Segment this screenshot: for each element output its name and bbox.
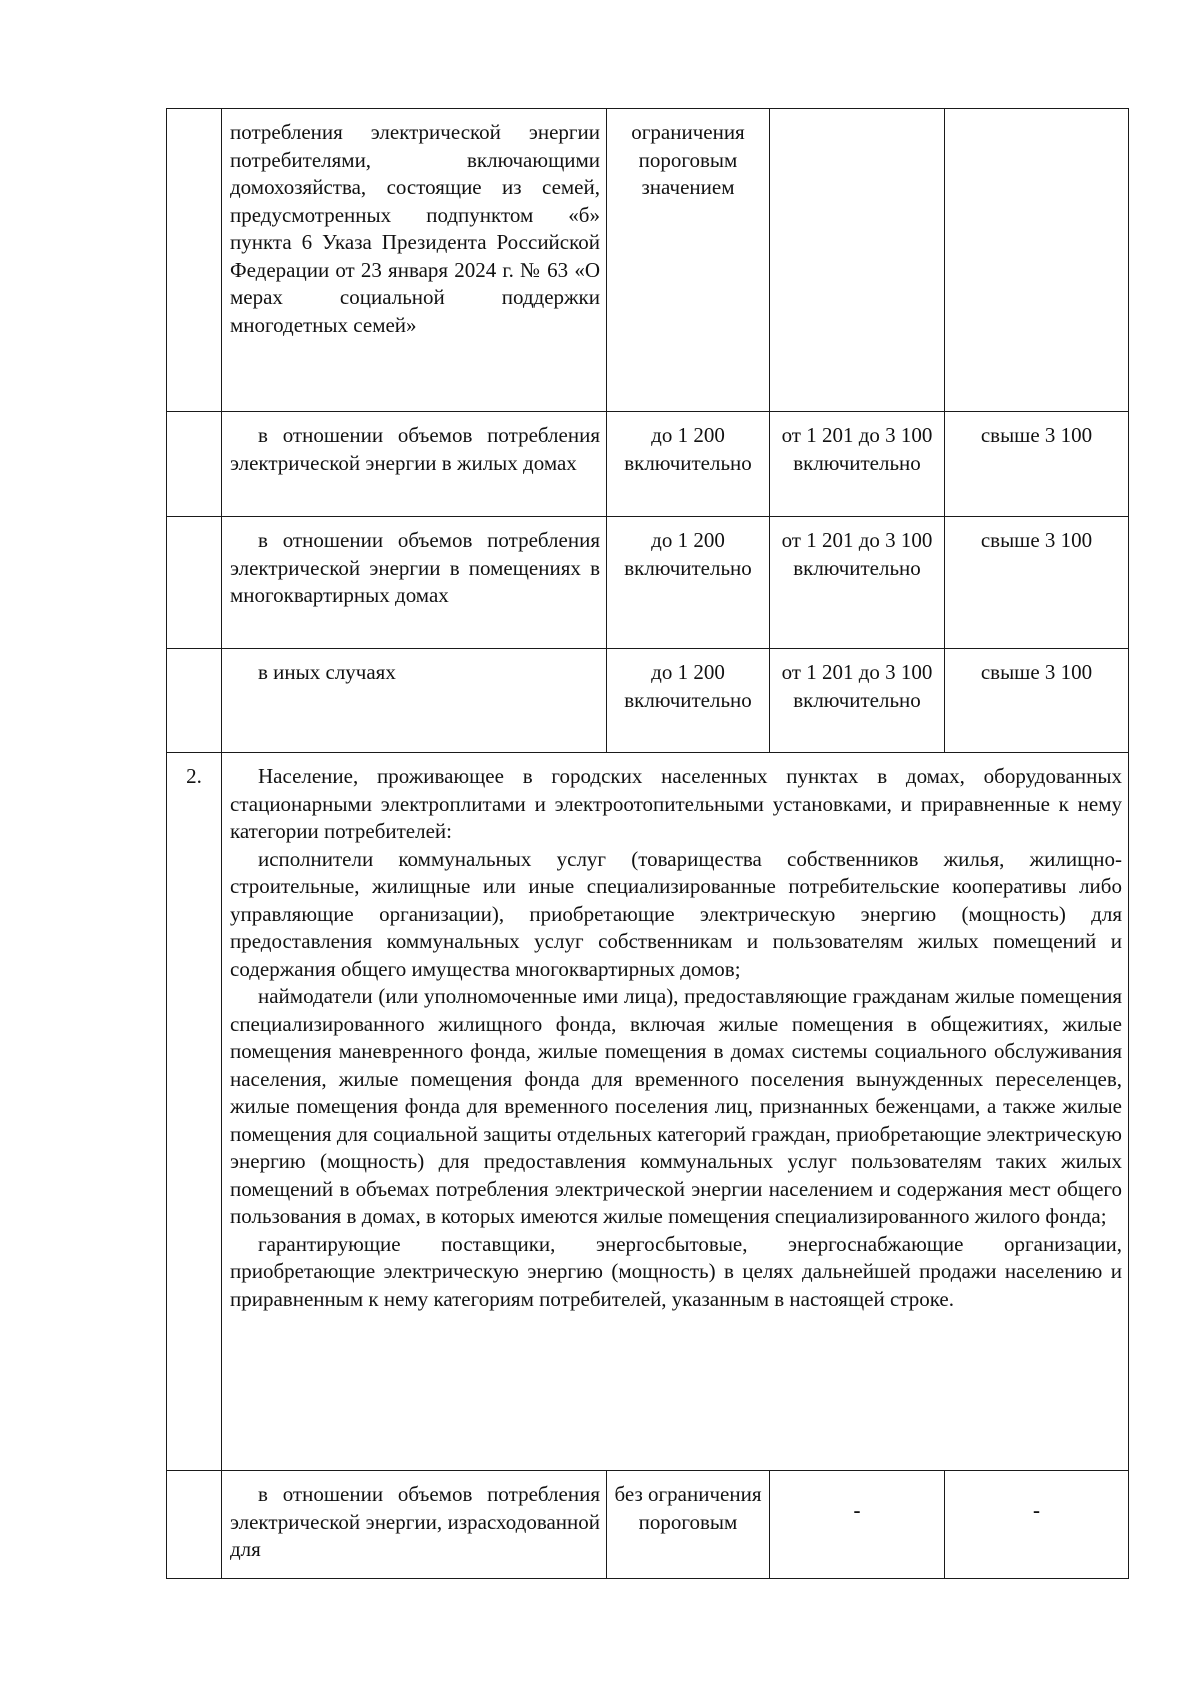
threshold-cell-3: свыше 3 100 — [945, 412, 1129, 517]
table-row — [167, 1471, 1129, 1579]
paragraph: гарантирующие поставщики, энергосбытовые, энергоснабжающие организации, приобретающие электрическую энергию (мощность) в целях дальнейшей продажи населению и приравненным к нему категориям потребителей, указанным в настоящей строке. — [230, 1231, 1122, 1311]
threshold-cell-3: свыше 3 100 — [945, 517, 1129, 649]
threshold-cell-2: от 1 201 до 3 100 включительно — [770, 412, 945, 517]
description-cell: потребления электрической энергии потребителями, включающими домохозяйства, состоящие из семей, предусмотренных подпунктом «б» пункта 6 Указа Президента Российской Федерации от 23 января 2024 г. № 63 «О мерах социальной поддержки многодетных семей» — [222, 109, 607, 412]
threshold-cell-2: от 1 201 до 3 100 включительно — [770, 517, 945, 649]
table-row — [167, 412, 1129, 517]
threshold-cell-1: до 1 200 включительно — [607, 412, 770, 517]
threshold-cell-1: до 1 200 включительно — [607, 517, 770, 649]
row-number-cell — [167, 517, 222, 649]
table-row — [167, 517, 1129, 649]
threshold-cell-2 — [770, 109, 945, 412]
threshold-cell-1: до 1 200 включительно — [607, 649, 770, 753]
table-row — [167, 753, 1129, 1471]
threshold-cell-2 — [770, 1471, 945, 1579]
row-number-cell — [167, 1471, 222, 1579]
row-number-cell — [167, 412, 222, 517]
paragraph: наймодатели (или уполномоченные ими лица), предоставляющие гражданам жилые помещения специализированного жилищного фонда, включая жилые помещения в общежитиях, жилые помещения маневренного фонда, жилые помещения в домах системы социального обслуживания населения, жилые помещения фонда для временного поселения вынужденных переселенцев, жилые помещения фонда для временного поселения лиц, признанных беженцами, а также жилые помещения для социальной защиты отдельных категорий граждан, приобретающие электрическую энергию (мощность) для предоставления коммунальных услуг пользователям таких жилых помещений в объемах потребления электрической энергии населением и содержания мест общего пользования в домах, в которых имеются жилые помещения специализированного жилого фонда; — [230, 984, 1122, 1228]
description-cell: в отношении объемов потребления электрической энергии, израсходованной для — [222, 1471, 607, 1579]
dash-value: - — [1033, 1498, 1040, 1522]
dash-value: - — [853, 1498, 861, 1522]
threshold-cell-1: без ограничения пороговым — [607, 1471, 770, 1579]
threshold-cell-2: от 1 201 до 3 100 включительно — [770, 649, 945, 753]
paragraph: Население, проживающее в городских населенных пунктах в домах, оборудованных стационарными электроплитами и электроотопительными установками, и приравненные к нему категории потребителей: — [230, 764, 1122, 843]
description-cell: в отношении объемов потребления электрической энергии в помещениях в многоквартирных домах — [222, 517, 607, 649]
row-number-cell: 2. — [167, 753, 222, 1471]
table-row — [167, 109, 1129, 412]
threshold-cell-1: ограничения пороговым значением — [607, 109, 770, 412]
tariff-table — [166, 108, 1129, 1579]
description-cell: в иных случаях — [222, 649, 607, 753]
category-description-cell — [222, 753, 1129, 1471]
row-number-cell — [167, 109, 222, 412]
row-number-cell — [167, 649, 222, 753]
threshold-cell-3 — [945, 109, 1129, 412]
description-cell: в отношении объемов потребления электрической энергии в жилых домах — [222, 412, 607, 517]
threshold-cell-3 — [945, 1471, 1129, 1579]
table-row — [167, 649, 1129, 753]
paragraph: исполнители коммунальных услуг (товарищества собственников жилья, жилищно-строительные, жилищные или иные специализированные потребительские кооперативы либо управляющие организации), приобретающие электрическую энергию (мощность) для предоставления коммунальных услуг собственникам и пользователям жилых помещений и содержания общего имущества многоквартирных домов; — [230, 846, 1122, 981]
threshold-cell-3: свыше 3 100 — [945, 649, 1129, 753]
